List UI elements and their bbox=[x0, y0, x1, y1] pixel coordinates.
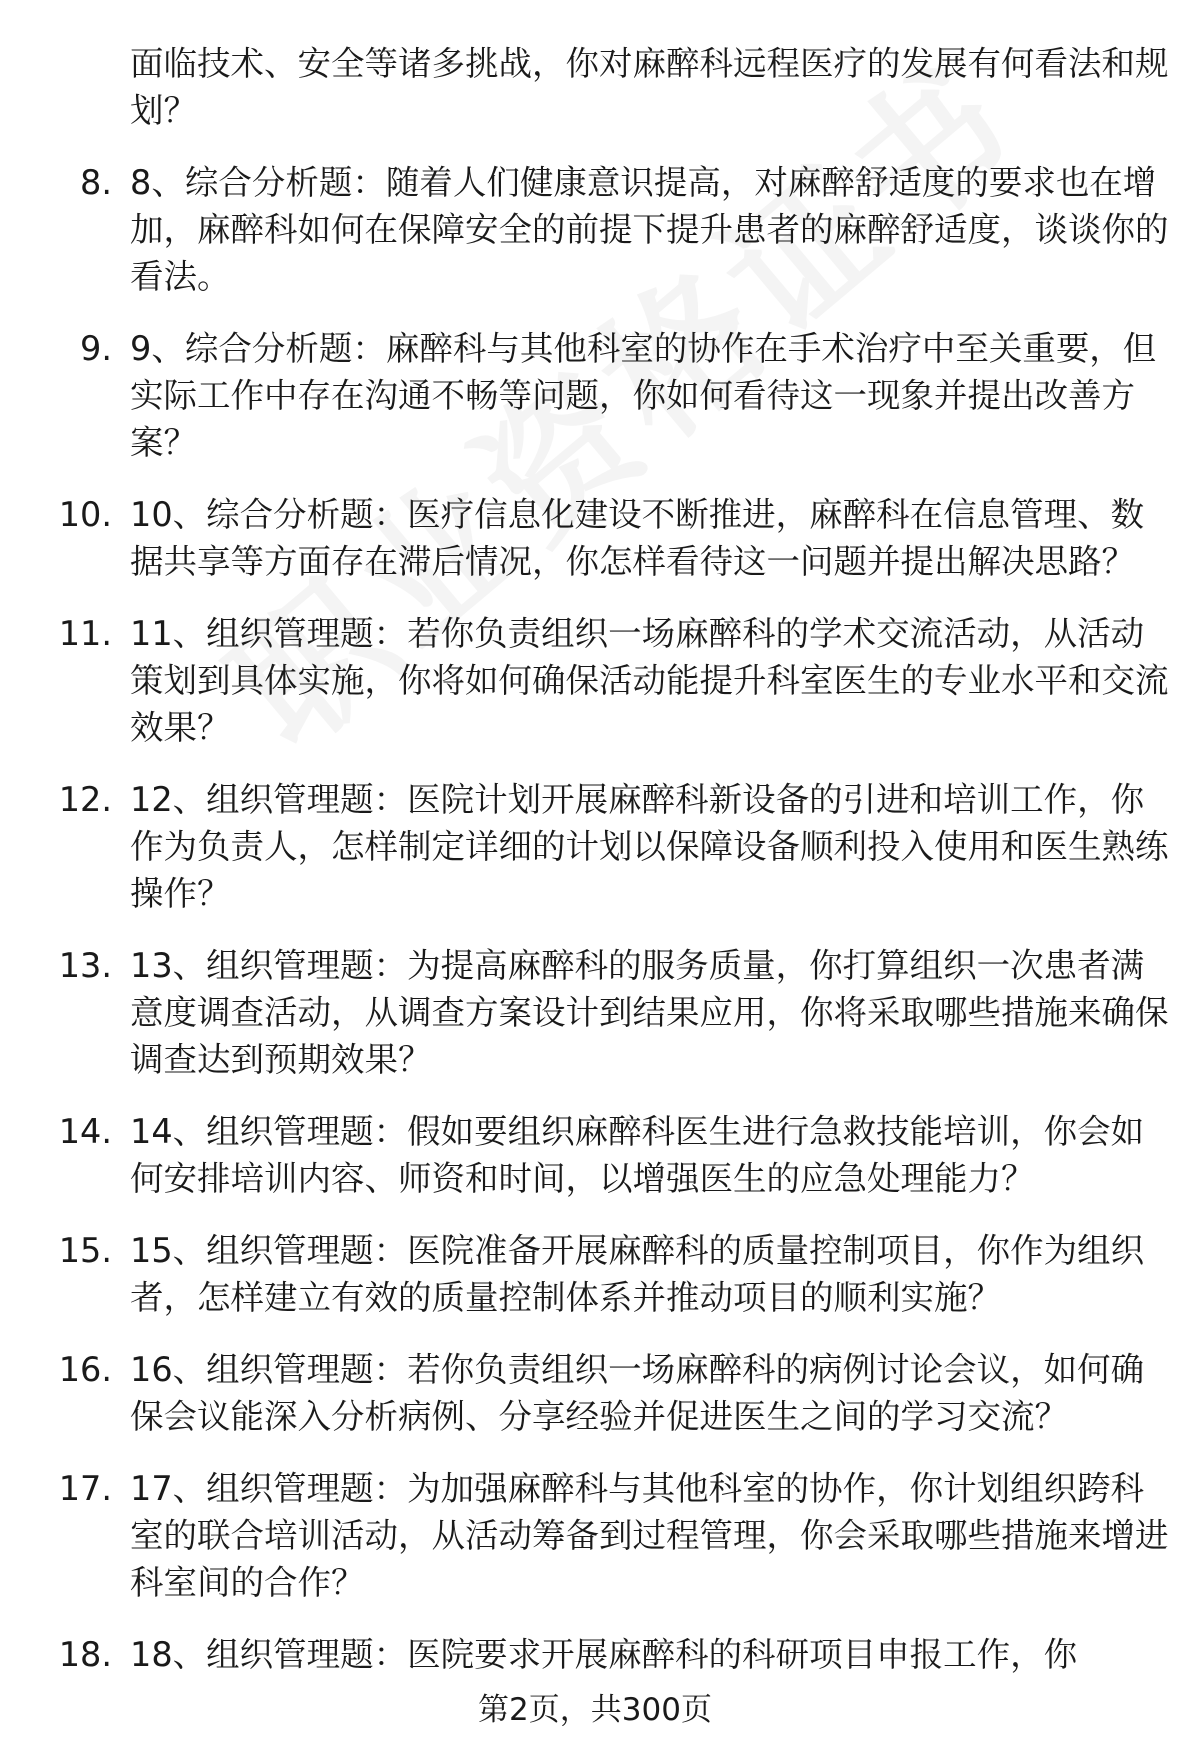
list-item bbox=[0, 1108, 1190, 1202]
question-text: 9、综合分析题：麻醉科与其他科室的协作在手术治疗中至关重要，但实际工作中存在沟通不畅等问题，你如何看待这一现象并提出改善方案？ bbox=[130, 329, 1157, 462]
list-number: 13. bbox=[58, 946, 112, 985]
list-item bbox=[0, 1227, 1190, 1321]
list-number: 11. bbox=[58, 614, 112, 653]
question-list bbox=[0, 159, 1190, 1678]
list-item bbox=[0, 491, 1190, 585]
question-text: 15、组织管理题：医院准备开展麻醉科的质量控制项目，你作为组织者，怎样建立有效的质量控制体系并推动项目的顺利实施？ bbox=[130, 1231, 1145, 1317]
list-number: 8. bbox=[80, 163, 112, 202]
list-item bbox=[0, 776, 1190, 917]
question-text: 18、组织管理题：医院要求开展麻醉科的科研项目申报工作，你 bbox=[130, 1635, 1078, 1674]
list-number: 14. bbox=[58, 1112, 112, 1151]
question-text: 12、组织管理题：医院计划开展麻醉科新设备的引进和培训工作，你作为负责人，怎样制定详细的计划以保障设备顺利投入使用和医生熟练操作？ bbox=[130, 780, 1169, 913]
list-item bbox=[0, 325, 1190, 466]
list-number: 15. bbox=[58, 1231, 112, 1270]
list-number: 10. bbox=[58, 495, 112, 534]
list-number: 17. bbox=[58, 1469, 112, 1508]
list-item bbox=[0, 1465, 1190, 1606]
list-item bbox=[0, 1631, 1190, 1678]
list-item bbox=[0, 159, 1190, 300]
page-footer: 第2页，共300页 bbox=[478, 1692, 712, 1728]
list-number: 16. bbox=[58, 1350, 112, 1389]
question-text: 14、组织管理题：假如要组织麻醉科医生进行急救技能培训，你会如何安排培训内容、师资和时间，以增强医生的应急处理能力？ bbox=[130, 1112, 1145, 1198]
list-number: 18. bbox=[58, 1635, 112, 1674]
question-text: 10、综合分析题：医疗信息化建设不断推进，麻醉科在信息管理、数据共享等方面存在滞后情况，你怎样看待这一问题并提出解决思路？ bbox=[130, 495, 1145, 581]
question-text: 17、组织管理题：为加强麻醉科与其他科室的协作，你计划组织跨科室的联合培训活动，从活动筹备到过程管理，你会采取哪些措施来增进科室间的合作？ bbox=[130, 1469, 1169, 1602]
continued-question-text: 面临技术、安全等诸多挑战，你对麻醉科远程医疗的发展有何看法和规划？ bbox=[130, 44, 1169, 130]
question-text: 16、组织管理题：若你负责组织一场麻醉科的病例讨论会议，如何确保会议能深入分析病例、分享经验并促进医生之间的学习交流？ bbox=[130, 1350, 1145, 1436]
question-text: 11、组织管理题：若你负责组织一场麻醉科的学术交流活动，从活动策划到具体实施，你将如何确保活动能提升科室医生的专业水平和交流效果？ bbox=[130, 614, 1169, 747]
question-text: 13、组织管理题：为提高麻醉科的服务质量，你打算组织一次患者满意度调查活动，从调查方案设计到结果应用，你将采取哪些措施来确保调查达到预期效果？ bbox=[130, 946, 1169, 1079]
document-body bbox=[0, 40, 1190, 1678]
list-item bbox=[0, 610, 1190, 751]
list-item bbox=[0, 942, 1190, 1083]
list-item bbox=[0, 1346, 1190, 1440]
question-text: 8、综合分析题：随着人们健康意识提高，对麻醉舒适度的要求也在增加，麻醉科如何在保障安全的前提下提升患者的麻醉舒适度，谈谈你的看法。 bbox=[130, 163, 1169, 296]
list-number: 12. bbox=[58, 780, 112, 819]
list-number: 9. bbox=[80, 329, 112, 368]
